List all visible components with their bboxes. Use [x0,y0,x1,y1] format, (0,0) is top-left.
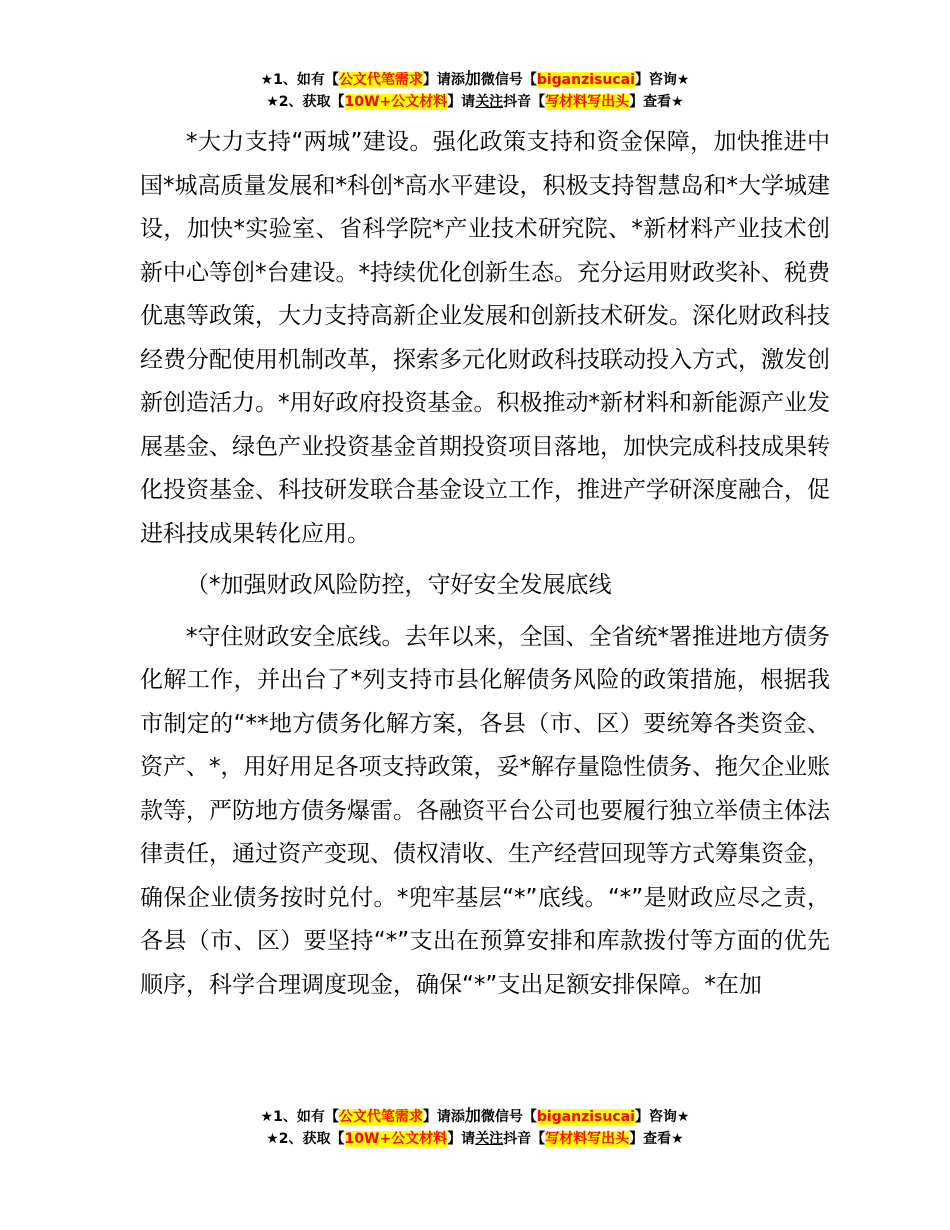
promo-text: 】查看★ [629,94,684,110]
promo-text: 抖音【 [503,94,546,110]
promo-line-1 [0,68,950,91]
document-body [140,121,830,1007]
promo-text: 抖音【 [503,1131,546,1147]
promo-text: 关注 [475,94,504,110]
promo-line-2 [0,1128,950,1150]
promo-text: 加 [464,1106,481,1125]
promo-highlight: 写材料写出头 [545,1131,630,1147]
promo-text: 】咨询★ [634,72,690,88]
promo-text: ★1、如有【 [260,72,339,88]
promo-highlight: 10W+公文材料 [344,1131,448,1147]
promo-text: 】请添 [422,1109,465,1125]
footer-promo-banner [0,1105,950,1150]
promo-text: 】咨询★ [634,1109,690,1125]
promo-text: 微信号【 [480,1109,537,1125]
promo-line-2 [0,91,950,113]
promo-highlight: 写材料写出头 [545,94,630,110]
promo-text: 】查看★ [629,1131,684,1147]
promo-text: 关注 [475,1131,504,1147]
body-paragraph: *大力支持“两城”建设。强化政策支持和资金保障，加快推进中国*城高质量发展和*科创*高水平建设，积极支持智慧岛和*大学城建设，加快*实验室、省科学院*产业技术研究院、*新材料产业技术创新中心等创*台建设。*持续优化创新生态。充分运用财政奖补、税费优惠等政策，大力支持高新企业发展和创新技术研发。深化财政科技经费分配使用机制改革，探索多元化财政科技联动投入方式，激发创新创造活力。*用好政府投资基金。积极推动*新材料和新能源产业发展基金、绿色产业投资基金首期投资项目落地，加快完成科技成果转化投资基金、科技研发联合基金设立工作，推进产学研深度融合，促进科技成果转化应用。 [140,129,830,547]
promo-text: 加 [464,69,481,88]
promo-line-1 [0,1105,950,1128]
promo-text: ★2、获取【 [266,94,345,110]
promo-highlight: biganzisucai [536,1109,635,1125]
promo-text: ★2、获取【 [266,1131,345,1147]
promo-text: 微信号【 [480,72,537,88]
promo-text: 】请添 [422,72,465,88]
promo-text: ★1、如有【 [260,1109,339,1125]
promo-highlight: biganzisucai [536,72,635,88]
promo-text: 】请 [447,1131,476,1147]
promo-highlight: 公文代笔需求 [338,72,423,88]
body-paragraph: *守住财政安全底线。去年以来，全国、全省统*署推进地方债务化解工作，并出台了*列支持市县化解债务风险的政策措施，根据我市制定的“**地方债务化解方案，各县（市、区）要统筹各类资金、资产、*，用好用足各项支持政策，妥*解存量隐性债务、拖欠企业账款等，严防地方债务爆雷。各融资平台公司也要履行独立举债主体法律责任，通过资产变现、债权清收、生产经营回现等方式筹集资金，确保企业债务按时兑付。*兜牢基层“*”底线。“*”是财政应尽之责，各县（市、区）要坚持“*”支出在预算安排和库款拨付等方面的优先顺序，科学合理调度现金，确保“*”支出足额安排保障。*在加 [140,623,830,998]
header-promo-banner [0,68,950,113]
promo-highlight: 10W+公文材料 [344,94,448,110]
section-heading: （*加强财政风险防控，守好安全发展底线 [186,572,612,598]
promo-text: 】请 [447,94,476,110]
promo-highlight: 公文代笔需求 [338,1109,423,1125]
